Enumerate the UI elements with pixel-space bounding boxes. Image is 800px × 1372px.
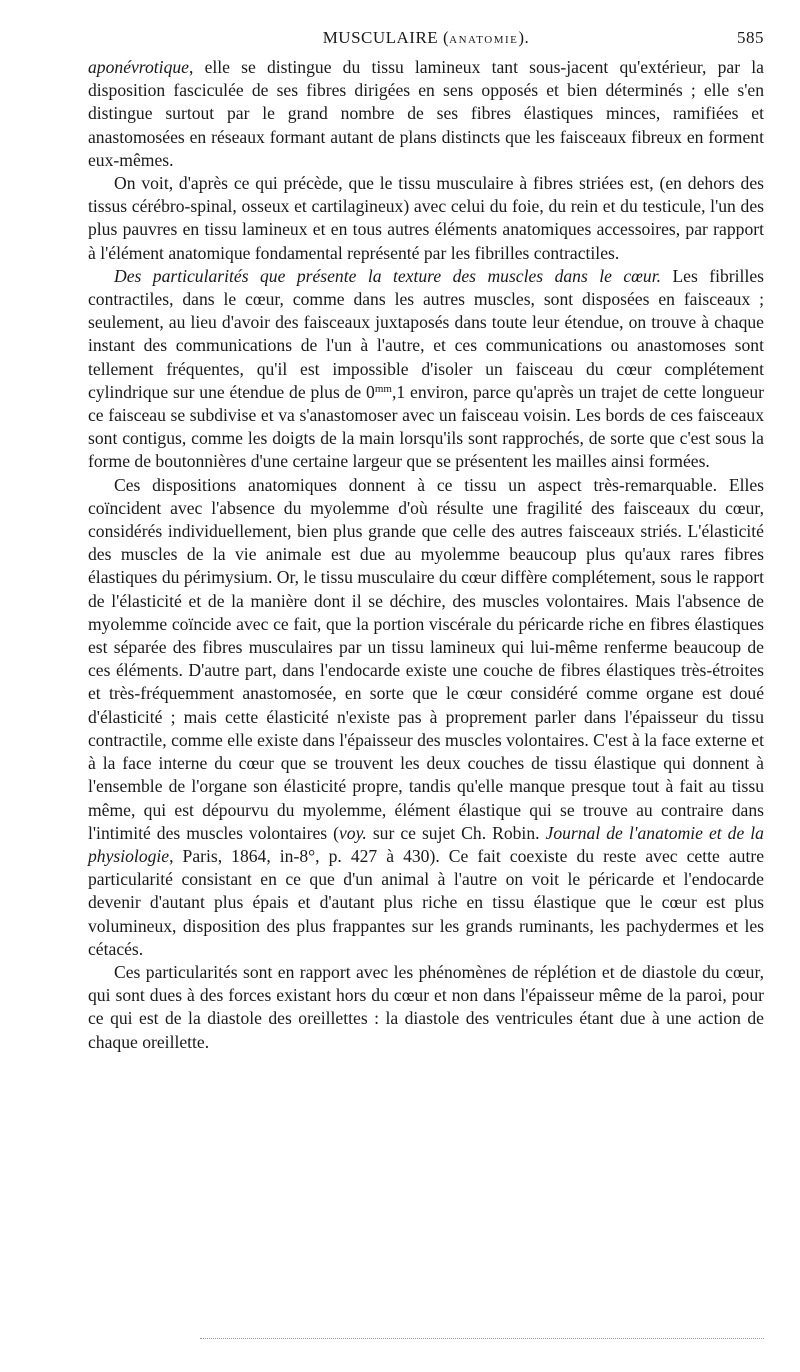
text-run: Les fibrilles contractiles, dans le cœur, comme dans les autres muscles, sont disposées en faisceaux ; seulement, au lieu d'avoir des faisceaux juxtaposés dans toute leur étendue, on trouve à chaque instant des communications de l'un à l'autre, et ces communications ou anastomoses sont tellement fréquentes, qu'il est impossible d'isoler un faisceau du cœur complétement cylindrique sur une étendue de plus de 0 [88, 265, 764, 402]
running-head-title: MUSCULAIRE [322, 28, 439, 47]
paragraph [88, 172, 764, 265]
paragraph-continuation [88, 56, 764, 172]
paragraph [88, 474, 764, 961]
text-run: , Paris, 1864, in-8°, p. 427 à 430). Ce fait coexiste du reste avec cette autre particularité consistant en ce que d'un animal à l'autre on voit le péricarde et l'endocarde devenir d'autant plus épais et d'autant plus riche en tissu élastique que le cœur est plus volumineux, disposition des plus frappantes sur les grands ruminants, les pachydermes et les cétacés. [88, 845, 764, 959]
italic-text: aponévrotique [88, 57, 189, 77]
page-number: 585 [737, 28, 764, 47]
text-run: Ces dispositions anatomiques donnent à ce tissu un aspect très-remarquable. Elles coïncident avec l'absence du myolemme d'où résulte une fragilité des faisceaux du cœur, considérés individuellement, bien plus grande que celle des autres faisceaux striés. L'élasticité des muscles de la vie animale est due au myolemme beaucoup plus qu'aux rares fibres élastiques du périmysium. Or, le tissu musculaire du cœur diffère complétement, sous le rapport de l'élasticité et de la manière dont il se déchire, des muscles volontaires. Mais l'absence de myolemme coïncide avec ce fait, que la portion viscérale du péricarde riche en fibres élastiques est séparée des fibres musculaires par un tissu lamineux qui lui-même renferme beaucoup de ces éléments. D'autre part, dans l'endocarde existe une couche de fibres élastiques très-étroites et très-fréquemment anastomosée, en sorte que le cœur considéré comme organe est doué d'élasticité ; mais cette élasticité n'existe pas à proprement parler dans l'épaisseur du tissu contractile, comme elle existe dans l'épaisseur des muscles volontaires. C'est à la face externe et à la face interne du cœur que se trouvent les deux couches de tissu élastique qui donnent à l'ensemble de l'organe son élasticité propre, tandis qu'elle manque presque tout à fait au tissu même, qui est dépourvu du myolemme, élément élastique qui se trouve au contraire dans l'intimité des muscles volontaires ( [88, 474, 764, 843]
footer-rule [200, 1338, 764, 1339]
text-run: , elle se distingue du tissu lamineux tant sous-jacent qu'extérieur, par la disposition fasciculée de ses fibres dirigées en sens opposés et bien déterminés ; elle s'en distingue surtout par le grand nombre de ses fibres élastiques minces, ramifiées et anastomosées en réseaux formant autant de plans distincts que les faisceaux fibreux en forment eux-mêmes. [88, 57, 764, 170]
superscript-text: mm [374, 382, 392, 395]
running-head-paren-close: ). [518, 28, 530, 47]
page-header [88, 28, 764, 56]
italic-text: voy. [338, 822, 367, 843]
document-page [88, 28, 764, 1054]
paragraph [88, 961, 764, 1054]
text-run: Ces particularités sont en rapport avec les phénomènes de réplétion et de diastole du cœur, qui sont dues à des forces existant hors du cœur et non dans l'épaisseur même de la paroi, pour ce qui est de la diastole des oreillettes : la diastole des ventricules étant due à une action de chaque oreillette. [88, 961, 764, 1052]
italic-text: Journal de l'anatomie et de la physiologie [88, 822, 764, 866]
text-run: ,1 environ, parce qu'après un trajet de cette longueur ce faisceau se subdivise et va s'anastomoser avec un faisceau voisin. Les bords de ces faisceaux sont contigus, comme les doigts de la main lorsqu'ils sont rapprochés, de sorte que c'est sous la forme de boutonnières d'une certaine largeur que se présentent les mailles ainsi formées. [88, 381, 764, 472]
text-run: sur ce sujet Ch. Robin. [366, 822, 546, 843]
italic-text: Des particularités que présente la texture des muscles dans le cœur. [114, 265, 662, 286]
running-head-subtitle: ANATOMIE [449, 34, 519, 46]
paragraph [88, 265, 764, 474]
running-head [88, 28, 764, 48]
running-head-paren-open: ( [438, 28, 450, 47]
body-text [88, 56, 764, 1054]
text-run: On voit, d'après ce qui précède, que le tissu musculaire à fibres striées est, (en dehors des tissus cérébro-spinal, osseux et cartilagineux) avec celui du foie, du rein et du testicule, l'un des plus pauvres en tissu lamineux et en tous autres éléments anatomiques accessoires, par rapport à l'élément anatomique fondamental représenté par les fibrilles contractiles. [88, 173, 764, 263]
